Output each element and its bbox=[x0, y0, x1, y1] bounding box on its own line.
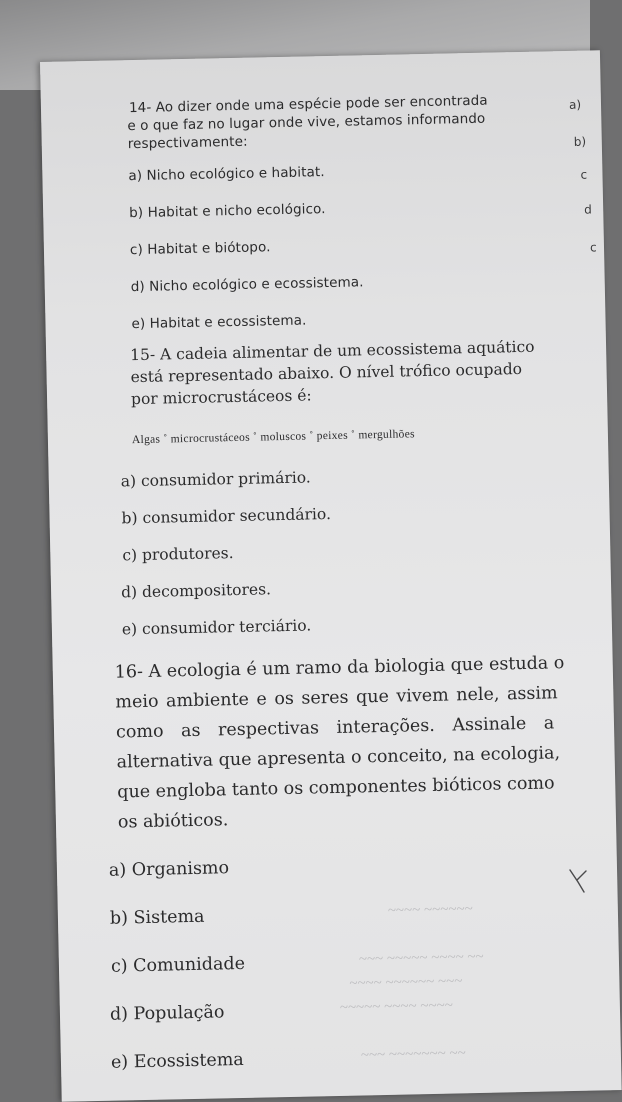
q14-stem-line-1: 14- Ao dizer onde uma espécie pode ser encontrada bbox=[128, 92, 488, 117]
q16-stem-line-2: meio ambiente e os seres que vivem nele, assim bbox=[115, 683, 558, 713]
q14-stem-line-2: e o que faz no lugar onde vive, estamos informando bbox=[127, 110, 486, 135]
q16-option-c: c) Comunidade bbox=[110, 953, 246, 977]
margin-letter-e: c bbox=[589, 240, 597, 255]
q16-option-d: d) População bbox=[109, 1002, 225, 1025]
q16-stem-line-1: 16- A ecologia é um ramo da biologia que estuda o bbox=[114, 653, 565, 683]
q14-option-b: b) Habitat e nicho ecológico. bbox=[129, 201, 326, 222]
q16-option-e: e) Ecossistema bbox=[110, 1049, 244, 1073]
q16-option-a: a) Organismo bbox=[108, 858, 230, 881]
q16-stem-line-5: que engloba tanto os componentes bióticos como bbox=[117, 773, 555, 803]
margin-letter-c: c bbox=[580, 167, 588, 182]
margin-letter-a: a) bbox=[568, 97, 582, 112]
q14-option-d: d) Nicho ecológico e ecossistema. bbox=[130, 274, 364, 296]
pen-check-mark bbox=[568, 868, 588, 894]
q14-option-a: a) Nicho ecológico e habitat. bbox=[128, 164, 325, 185]
q16-stem-line-3: como as respectivas interações. Assinale a bbox=[115, 713, 555, 743]
q14-option-e: e) Habitat e ecossistema. bbox=[131, 312, 307, 333]
q15-option-b: b) consumidor secundário. bbox=[121, 505, 332, 528]
q14-option-c: c) Habitat e biótopo. bbox=[129, 239, 271, 259]
show-through-marks: ~~~~ ~~~~~~ ~~~ bbox=[349, 973, 463, 992]
q15-option-c: c) produtores. bbox=[122, 544, 234, 565]
margin-letter-b: b) bbox=[573, 134, 587, 149]
q14-stem-line-3: respectivamente: bbox=[127, 133, 248, 153]
q16-stem-line-6: os abióticos. bbox=[117, 810, 229, 833]
paper-sheet bbox=[40, 50, 622, 1101]
food-chain-diagram: Algas ˚ microcrustáceos ˚ moluscos ˚ peixes ˚ mergulhões bbox=[131, 428, 415, 447]
q15-stem-line-2: está representado abaixo. O nível trófico ocupado bbox=[130, 359, 523, 387]
q16-stem-line-4: alternativa que apresenta o conceito, na ecologia, bbox=[116, 743, 561, 773]
q15-option-a: a) consumidor primário. bbox=[120, 468, 311, 491]
q15-stem-line-3: por microcrustáceos é: bbox=[130, 386, 312, 409]
q15-option-e: e) consumidor terciário. bbox=[121, 616, 312, 639]
q16-option-b: b) Sistema bbox=[109, 906, 205, 929]
q15-stem-line-1: 15- A cadeia alimentar de um ecossistema aquático bbox=[129, 337, 535, 365]
show-through-marks: ~~~ ~~~~~~~ ~~ bbox=[360, 1045, 466, 1064]
q15-option-d: d) decompositores. bbox=[120, 580, 272, 602]
show-through-marks: ~~~ ~~~~~ ~~~~ ~~ bbox=[358, 948, 484, 968]
margin-letter-d: d bbox=[584, 202, 592, 217]
show-through-marks: ~~~~ ~~~~~~ bbox=[387, 901, 473, 919]
show-through-marks: ~~~~~ ~~~~ ~~~~ bbox=[339, 997, 454, 1016]
